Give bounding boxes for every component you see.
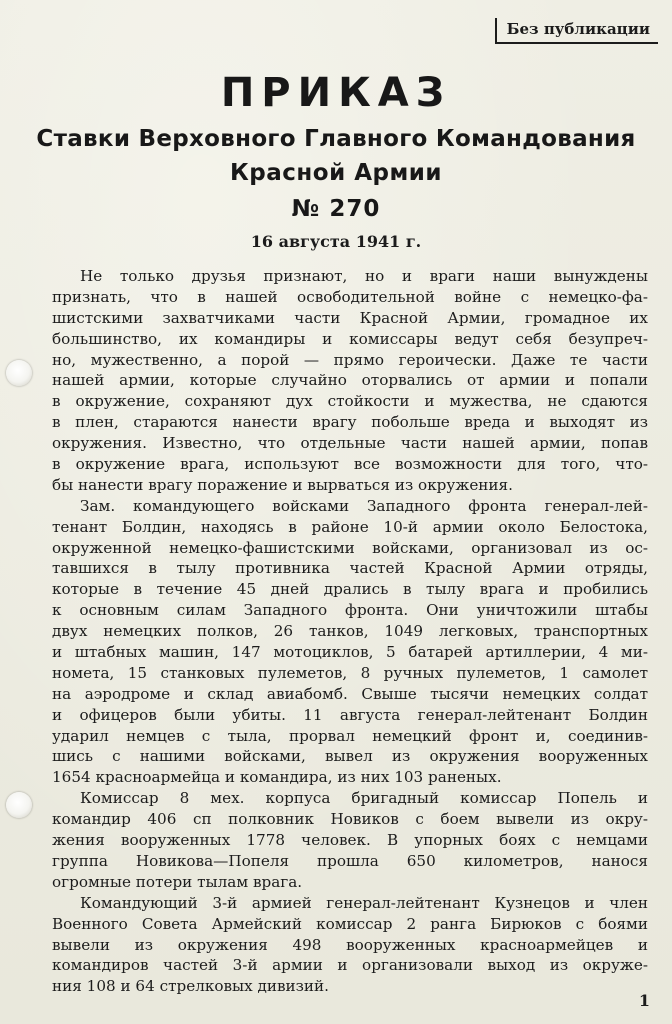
text-line: огромные потери тылам врага. (52, 872, 303, 891)
text-line: Не только друзья признают, но и враги наши вынуждены (80, 267, 648, 285)
text-line: большинство, их командиры и комиссары ведут себя безупреч- (52, 329, 648, 348)
text-line: 1654 красноармейца и командира, из них 103 раненых. (52, 768, 502, 787)
text-line: к основным силам Западного фронта. Они уничтожили штабы (52, 601, 648, 620)
text-line: Зам. командующего войсками Западного фронта генерал-лей- (80, 496, 648, 515)
text-line: шись с нашими войсками, вывел из окружения вооруженных (52, 747, 648, 766)
text-line: нашей армии, которые случайно оторвались от армии и попали (52, 371, 648, 390)
text-line: окружения. Известно, что отдельные части нашей армии, попав (52, 434, 648, 453)
text-line: ния 108 и 64 стрелковых дивизий. (52, 977, 330, 996)
text-line: командир 406 сп полковник Новиков с боем вывели из окру- (52, 810, 648, 829)
text-line: в окружение, сохраняют дух стойкости и мужества, не сдаются (52, 392, 648, 411)
text-line: группа Новикова—Попеля прошла 650 километров, нанося (52, 851, 648, 870)
text-line: которые в течение 45 дней дрались в тылу врага и пробились (52, 580, 648, 599)
text-line: в плен, стараются нанести врагу побольше вреда и выходят из (52, 413, 648, 432)
text-line: двух немецких полков, 26 танков, 1049 легковых, транспортных (52, 622, 648, 641)
text-line: и офицеров были убиты. 11 августа генерал-лейтенант Болдин (52, 705, 648, 724)
text-line: но, мужественно, а порой — прямо героически. Даже те части (52, 350, 648, 369)
document-title: ПРИКАЗ (220, 70, 452, 116)
text-line: номета, 15 станковых пулеметов, 8 ручных пулеметов, 1 самолет (52, 663, 648, 682)
text-line: Командующий 3-й армией генерал-лейтенант Кузнецов и член (80, 893, 648, 912)
text-line: окруженной немецко-фашистскими войсками, организовал из ос- (52, 538, 648, 557)
binder-hole (6, 360, 32, 386)
text-line: бы нанести врагу поражение и вырваться из окружения. (52, 475, 513, 494)
binder-hole (6, 792, 32, 818)
order-number: № 270 (291, 196, 381, 222)
page-number: 1 (638, 991, 650, 1010)
classification-stamp: Без публикации (495, 18, 658, 44)
text-line: Военного Совета Армейский комиссар 2 ранга Бирюков с боями (52, 914, 648, 933)
text-line: в окружение врага, используют все возможности для того, что- (52, 455, 648, 474)
text-line: жения вооруженных 1778 человек. В упорных боях с немцами (52, 831, 648, 850)
issuer-line-2: Красной Армии (229, 160, 443, 186)
text-line: Комиссар 8 мех. корпуса бригадный комиссар Попель и (80, 789, 648, 808)
text-line: вывели из окружения 498 вооруженных красноармейцев и (52, 935, 648, 954)
text-line: и штабных машин, 147 мотоциклов, 5 батарей артиллерии, 4 ми- (52, 643, 648, 662)
text-line: ударил немцев с тыла, прорвал немецкий фронт и, соединив- (52, 726, 648, 745)
text-line: тавшихся в тылу противника частей Красной Армии отряды, (52, 559, 648, 578)
issuer-line: Ставки Верховного Главного Командования (36, 126, 636, 152)
text-line: признать, что в нашей освободительной войне с немецко-фа- (52, 287, 648, 306)
order-date: 16 августа 1941 г. (250, 232, 422, 251)
text-line: на аэродроме и склад авиабомб. Свыше тысячи немецких солдат (52, 684, 648, 703)
order-body (52, 266, 648, 997)
text-line: командиров частей 3-й армии и организовали выход из окруже- (52, 956, 648, 975)
text-line: шистскими захватчиками части Красной Армии, громадное их (52, 308, 648, 327)
text-line: тенант Болдин, находясь в районе 10-й армии около Белостока, (52, 517, 648, 536)
